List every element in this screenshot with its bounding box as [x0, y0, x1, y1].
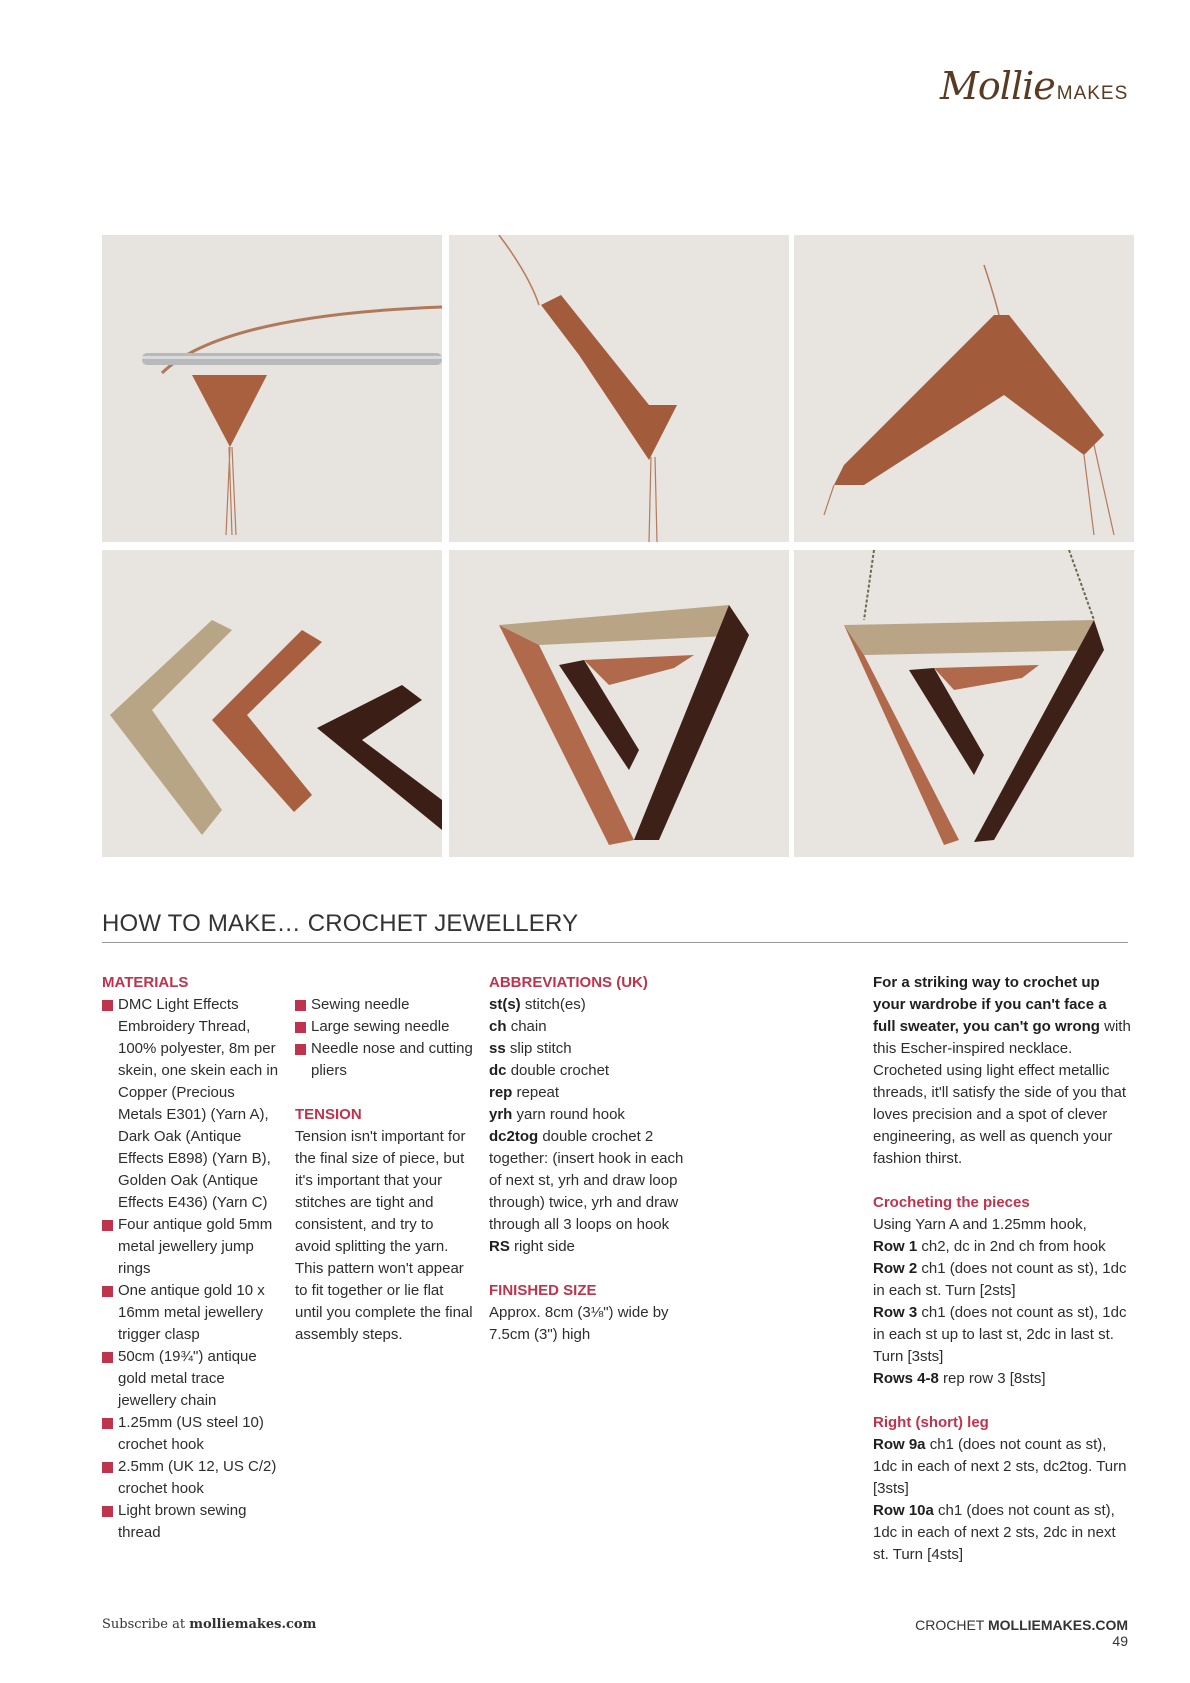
- tension-title: TENSION: [295, 1106, 362, 1123]
- penrose-triangle-photo: [449, 550, 789, 857]
- materials-column: [102, 972, 280, 1544]
- list-item: One antique gold 10 x 16mm metal jewellery trigger clasp: [102, 1280, 280, 1346]
- list-item: Needle nose and cutting pliers: [295, 1038, 473, 1082]
- abbreviation-item: rep repeat: [489, 1084, 560, 1101]
- crocheting-lead: Using Yarn A and 1.25mm hook,: [873, 1216, 1087, 1233]
- photo-step-6: [794, 550, 1134, 857]
- instruction-row: Row 1 ch2, dc in 2nd ch from hook: [873, 1238, 1106, 1255]
- materials-title: MATERIALS: [102, 974, 189, 991]
- crocheting-title: Crocheting the pieces: [873, 1194, 1030, 1211]
- triangle-pieces-photo: [794, 235, 1134, 542]
- photo-step-5: [449, 550, 789, 857]
- page-title: HOW TO MAKE… CROCHET JEWELLERY: [102, 910, 1128, 943]
- intro-paragraph: [873, 972, 1133, 1170]
- intro-bold: For a striking way to crochet up your wardrobe if you can't face a full sweater, you can't go wrong: [873, 974, 1107, 1035]
- abbreviation-item: dc double crochet: [489, 1062, 610, 1079]
- instruction-row: Row 9a ch1 (does not count as st), 1dc in each of next 2 sts, dc2tog. Turn [3sts]: [873, 1436, 1127, 1497]
- instruction-row: Row 10a ch1 (does not count as st), 1dc in each of next 2 sts, 2dc in next st. Turn [4sts]: [873, 1502, 1116, 1563]
- abbreviations-title: ABBREVIATIONS (UK): [489, 974, 648, 991]
- abbreviations-column: [489, 972, 689, 1346]
- abbreviation-item: yrh yarn round hook: [489, 1106, 625, 1123]
- materials-tension-column: [295, 994, 473, 1346]
- finished-size-title: FINISHED SIZE: [489, 1282, 597, 1299]
- materials-list-continued: [295, 994, 473, 1082]
- footer-subscribe: Subscribe at molliemakes.com: [102, 1617, 317, 1632]
- list-item: 1.25mm (US steel 10) crochet hook: [102, 1412, 280, 1456]
- instruction-row: Rows 4-8 rep row 3 [8sts]: [873, 1370, 1046, 1387]
- footer-site-link[interactable]: molliemakes.com: [189, 1617, 317, 1632]
- abbreviation-item: RS right side: [489, 1238, 575, 1255]
- triangle-pieces-photo: [449, 235, 789, 542]
- list-item: Large sewing needle: [295, 1016, 473, 1038]
- photo-step-4: [102, 550, 442, 857]
- materials-list: [102, 994, 280, 1544]
- instruction-row: Row 3 ch1 (does not count as st), 1dc in each st up to last st, 2dc in last st. Turn [3sts]: [873, 1304, 1127, 1365]
- finished-size-text: Approx. 8cm (3⅛") wide by 7.5cm (3") high: [489, 1304, 669, 1343]
- photo-step-3: [794, 235, 1134, 542]
- photo-grid: [102, 235, 1128, 858]
- abbreviation-item: ss slip stitch: [489, 1040, 572, 1057]
- list-item: Light brown sewing thread: [102, 1500, 280, 1544]
- abbreviation-item: dc2tog double crochet 2 together: (insert hook in each of next st, yrh and draw loop through) twice, yrh and draw through all 3 loops on hook: [489, 1128, 684, 1233]
- necklace-photo: [794, 550, 1134, 857]
- logo-script: Mollie: [940, 64, 1055, 108]
- list-item: 50cm (19¾") antique gold metal trace jewellery chain: [102, 1346, 280, 1412]
- instructions-column: [873, 972, 1133, 1566]
- instruction-row: Row 2 ch1 (does not count as st), 1dc in each st. Turn [2sts]: [873, 1260, 1127, 1299]
- list-item: Four antique gold 5mm metal jewellery jump rings: [102, 1214, 280, 1280]
- intro-text: with this Escher-inspired necklace. Crocheted using light effect metallic threads, it'll satisfy the side of you that loves precision and a spot of clever engineering, as well as quench your fashion thirst.: [873, 1018, 1131, 1167]
- logo-makes: MAKES: [1056, 83, 1129, 104]
- list-item: Sewing needle: [295, 994, 473, 1016]
- tension-text: Tension isn't important for the final size of piece, but it's important that your stitches are tight and consistent, and try to avoid splitting the yarn. This pattern won't appear to fit together or lie flat until you complete the final assembly steps.: [295, 1128, 473, 1343]
- brand-logo: [940, 64, 1140, 108]
- crochet-hook-photo: [102, 235, 442, 542]
- right-leg-title: Right (short) leg: [873, 1414, 989, 1431]
- photo-step-2: [449, 235, 789, 542]
- abbreviation-item: ch chain: [489, 1018, 547, 1035]
- list-item: 2.5mm (UK 12, US C/2) crochet hook: [102, 1456, 280, 1500]
- abbreviation-item: st(s) stitch(es): [489, 996, 586, 1013]
- photo-step-1: [102, 235, 442, 542]
- list-item: DMC Light Effects Embroidery Thread, 100% polyester, 8m per skein, one skein each in Copper (Precious Metals E301) (Yarn A), Dark Oak (Antique Effects E898) (Yarn B), Golden Oak (Antique Effects E436) (Yarn C): [102, 994, 280, 1214]
- page-number: 49: [1112, 1633, 1128, 1649]
- chevron-pieces-photo: [102, 550, 442, 857]
- footer-page-info: CROCHET MOLLIEMAKES.COM 49: [915, 1617, 1128, 1649]
